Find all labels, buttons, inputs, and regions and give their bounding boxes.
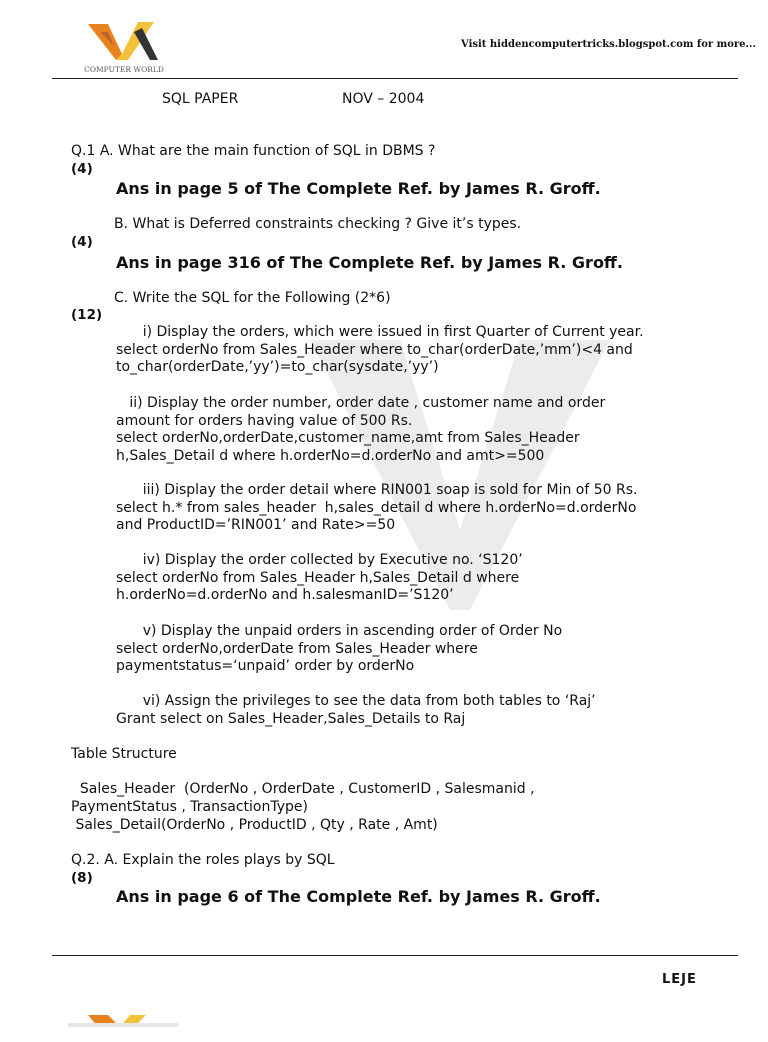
item-v-sql-1: select orderNo,orderDate from Sales_Header where: [116, 640, 478, 657]
item-iv-question: iv) Display the order collected by Executive no. ‘S120’: [116, 552, 523, 568]
q2-marks: (8): [71, 870, 93, 886]
item-iii-sql-2: and ProductID=’RIN001’ and Rate>=50: [116, 517, 396, 533]
q1a-question: Q.1 A. What are the main function of SQL in DBMS ?: [71, 143, 436, 159]
item-v: [116, 623, 562, 676]
q1b-question: B. What is Deferred constraints checking ? Give it’s types.: [114, 216, 522, 232]
q2-question: Q.2. A. Explain the roles plays by SQL: [71, 852, 335, 868]
item-i-sql-1: select orderNo from Sales_Header where to_char(orderDate,’mm’)<4 and: [116, 341, 633, 358]
q1a-answer: Ans in page 5 of The Complete Ref. by James R. Groff.: [116, 179, 601, 198]
table-structure-line-2: PaymentStatus , TransactionType): [71, 799, 308, 815]
item-vi: [116, 693, 596, 728]
item-iii-sql-1: select h.* from sales_header h,sales_detail d where h.orderNo=d.orderNo: [116, 499, 637, 516]
page-number: LEJE: [662, 972, 697, 987]
footer-rule: [52, 955, 738, 956]
item-ii: [116, 395, 605, 465]
item-ii-question-2: amount for orders having value of 500 Rs.: [116, 412, 413, 429]
item-vi-sql-1: Grant select on Sales_Header,Sales_Details to Raj: [116, 710, 466, 727]
table-structure-line-1: Sales_Header (OrderNo , OrderDate , CustomerID , Salesmanid ,: [71, 781, 535, 797]
q1b-answer: Ans in page 316 of The Complete Ref. by James R. Groff.: [116, 253, 623, 272]
header-rule: [52, 78, 738, 79]
item-i-sql-2: to_char(orderDate,’yy’)=to_char(sysdate,’yy’): [116, 359, 439, 375]
item-i-question: i) Display the orders, which were issued in first Quarter of Current year.: [116, 324, 644, 340]
q2-answer: Ans in page 6 of The Complete Ref. by James R. Groff.: [116, 887, 601, 906]
item-ii-sql-2: h,Sales_Detail d where h.orderNo=d.orderNo and amt>=500: [116, 447, 545, 464]
footer-logo-icon: [68, 1015, 178, 1027]
item-iv: [116, 552, 523, 605]
item-vi-question: vi) Assign the privileges to see the data from both tables to ‘Raj’: [116, 693, 596, 709]
logo-icon: [78, 18, 170, 64]
computer-world-logo: [78, 18, 170, 78]
visit-link-text: Visit hiddencomputertricks.blogspot.com for more...: [461, 39, 756, 50]
paper-date: NOV – 2004: [342, 91, 425, 107]
item-iv-sql-2: h.orderNo=d.orderNo and h.salesmanID=’S120’: [116, 587, 454, 603]
q1a-marks: (4): [71, 161, 93, 177]
item-iii-question: iii) Display the order detail where RIN001 soap is sold for Min of 50 Rs.: [116, 482, 638, 498]
q1c-marks: (12): [71, 307, 103, 323]
q1c-question: C. Write the SQL for the Following (2*6): [114, 290, 391, 306]
paper-subject: SQL PAPER: [162, 91, 239, 107]
logo-caption: COMPUTER WORLD: [84, 65, 164, 74]
table-structure-line-3: Sales_Detail(OrderNo , ProductID , Qty , Rate , Amt): [71, 817, 438, 833]
table-structure-heading: Table Structure: [71, 746, 177, 762]
item-ii-question: ii) Display the order number, order date , customer name and order: [116, 395, 606, 411]
q1b-marks: (4): [71, 234, 93, 250]
item-i: [116, 324, 644, 377]
item-iii: [116, 482, 637, 535]
footer-logo: [68, 1012, 178, 1042]
item-v-sql-2: paymentstatus=‘unpaid’ order by orderNo: [116, 658, 415, 674]
item-ii-sql-1: select orderNo,orderDate,customer_name,amt from Sales_Header: [116, 430, 580, 446]
item-iv-sql-1: select orderNo from Sales_Header h,Sales_Detail d where: [116, 569, 520, 586]
item-v-question: v) Display the unpaid orders in ascending order of Order No: [116, 623, 563, 639]
